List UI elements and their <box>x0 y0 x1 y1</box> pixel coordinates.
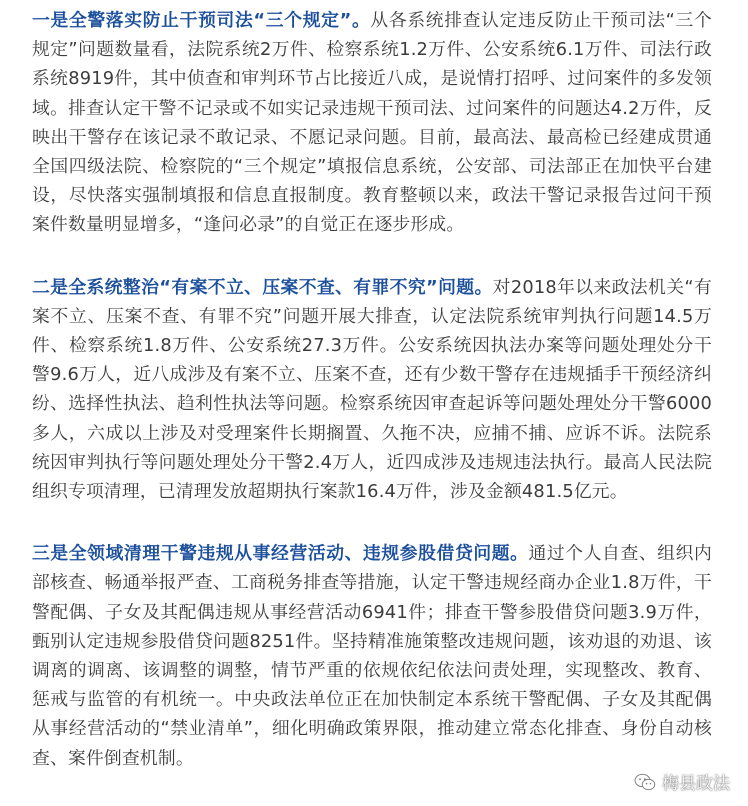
paragraph-3-text: 通过个人自查、组织内部核查、畅通举报严查、工商税务排查等措施，认定干警违规经商办企业1.8万件，干警配偶、子女及其配偶违规从事经营活动6941件；排查干警参股借贷问题3.9万件，甄别认定违规参股借贷问题8251件。坚持精准施策整改违规问题，该劝退的劝退、该调离的调离、该调整的调整，情节严重的依规依纪依法问责处理，实现整改、教育、惩戒与监管的有机统一。中央政法单位正在加快制定本系统干警配偶、子女及其配偶从事经营活动的“禁业清单”，细化明确政策界限，推动建立常态化排查、身份自动核查、案件倒查机制。 <box>32 543 712 769</box>
paragraph-1-lead: 一是全警落实防止干预司法“三个规定”。 <box>32 10 371 31</box>
paragraph-2-text: 对2018年以来政法机关“有案不立、压案不查、有罪不究”问题开展大排查，认定法院系统审判执行问题14.5万件、检察系统1.8万件、公安系统27.3万件。公安系统因执法办案等问题处理处分干警9.6万人，近八成涉及有案不立、压案不查，还有少数干警存在违规插手干预经济纠纷、选择性执法、趋利性执法等问题。检察系统因审查起诉等问题处理处分干警6000多人，六成以上涉及对受理案件长期搁置、久拖不决，应捕不捕、应诉不诉。法院系统因审判执行等问题处理处分干警2.4万人，近四成涉及违规违法执行。最高人民法院组织专项清理，已清理发放超期执行案款16.4万件，涉及金额481.5亿元。 <box>32 276 713 503</box>
paragraph-2 <box>32 273 712 507</box>
paragraph-3-lead: 三是全领域清理干警违规从事经营活动、违规参股借贷问题。 <box>32 543 529 565</box>
paragraph-2-lead: 二是全系统整治“有案不立、压案不查、有罪不究”问题。 <box>32 276 493 298</box>
paragraph-1-text: 从各系统排查认定违反防止干预司法“三个规定”问题数量看，法院系统2万件、检察系统1.2万件、公安系统6.1万件、司法行政系统8919件，其中侦查和审判环节占比接近八成，是说情打招呼、过问案件的多发领域。排查认定干警不记录或不如实记录违规干预司法、过问案件的问题达4.2万件，反映出干警存在该记录不敢记录、不愿记录问题。目前，最高法、最高检已经建成贯通全国四级法院、检察院的“三个规定”填报信息系统，公安部、司法部正在加快平台建设，尽快落实强制填报和信息直报制度。教育整顿以来，政法干警记录报告过问干预案件数量明显增多，“逢问必录”的自觉正在逐步形成。 <box>32 10 712 236</box>
article-body <box>32 6 712 806</box>
wechat-icon <box>634 773 656 791</box>
watermark-text: 梅县政法 <box>662 774 730 794</box>
paragraph-3 <box>32 539 712 773</box>
watermark <box>634 769 730 794</box>
paragraph-1 <box>32 6 712 240</box>
